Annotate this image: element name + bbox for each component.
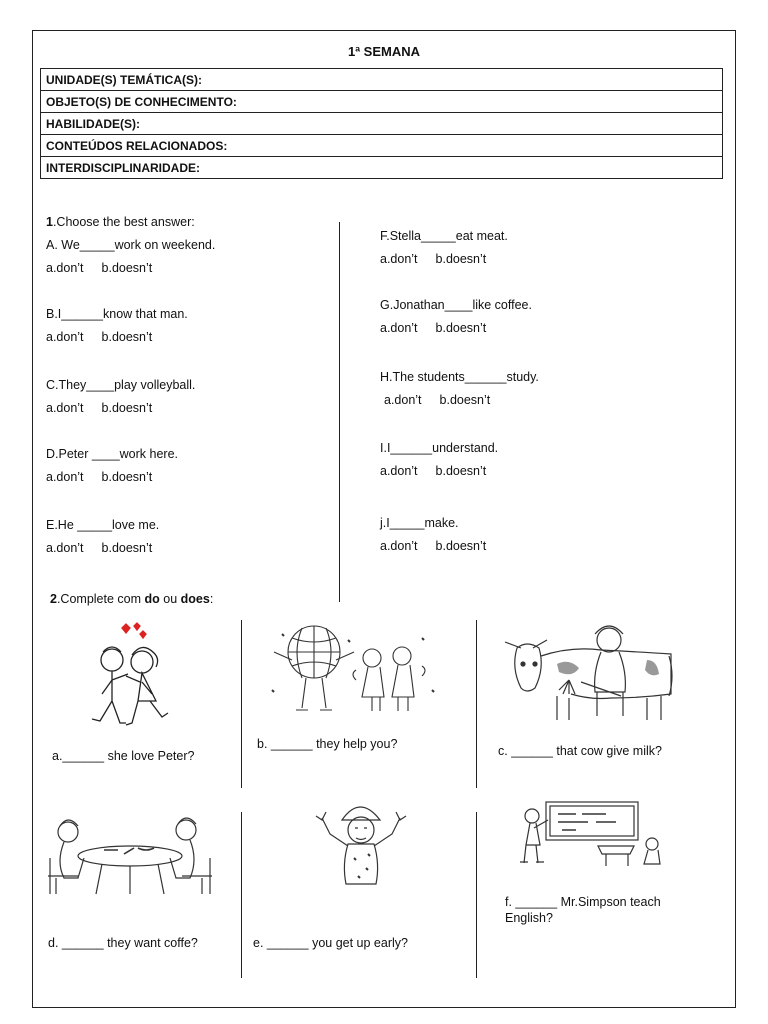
- exercise2-instruction-mid: ou: [159, 592, 181, 606]
- question-d: [46, 446, 178, 485]
- header-row-interdisciplinaridade: INTERDISCIPLINARIDADE:: [41, 157, 723, 179]
- prompt-c: c. ______ that cow give milk?: [498, 744, 662, 758]
- question-e: [46, 517, 159, 556]
- question-text: F.Stella_____eat meat.: [380, 229, 508, 243]
- question-text: j.I_____make.: [380, 516, 459, 530]
- header-row-objetos: OBJETO(S) DE CONHECIMENTO:: [41, 91, 723, 113]
- option-a: a.don’t: [380, 464, 418, 478]
- question-j: [380, 515, 486, 554]
- option-b: b.doesn’t: [101, 330, 153, 344]
- exercise2-instruction: .Complete com: [56, 592, 145, 606]
- word-does: does: [180, 592, 210, 606]
- header-row-conteudos: CONTEÚDOS RELACIONADOS:: [41, 135, 723, 157]
- prompt-a: a.______ she love Peter?: [52, 749, 195, 763]
- question-text: G.Jonathan____like coffee.: [380, 298, 532, 312]
- prompt-b: b. ______ they help you?: [257, 737, 398, 751]
- option-a: a.don’t: [46, 541, 84, 555]
- question-b: [46, 306, 188, 345]
- question-text: H.The students______study.: [380, 370, 539, 384]
- option-b: b.doesn’t: [435, 252, 487, 266]
- exercise1-instruction: .Choose the best answer:: [52, 215, 195, 229]
- kids-table-illustration: [46, 814, 214, 898]
- question-a: [46, 237, 215, 276]
- option-a: a.don’t: [46, 261, 84, 275]
- page-title: 1ª SEMANA: [348, 44, 420, 59]
- globe-kids-illustration: [262, 620, 442, 720]
- option-a: a.don’t: [380, 321, 418, 335]
- option-b: b.doesn’t: [101, 401, 153, 415]
- grid-divider: [241, 812, 242, 978]
- option-a: a.don’t: [46, 470, 84, 484]
- question-text: D.Peter ____work here.: [46, 447, 179, 461]
- option-b: b.doesn’t: [101, 470, 153, 484]
- question-f: [380, 228, 508, 267]
- grid-divider: [476, 812, 477, 978]
- option-a: a.don’t: [380, 539, 418, 553]
- option-b: b.doesn’t: [435, 539, 487, 553]
- cow-farmer-illustration: [497, 620, 677, 726]
- question-g: [380, 297, 532, 336]
- option-b: b.doesn’t: [435, 464, 487, 478]
- exercise2-heading: [50, 591, 213, 607]
- exercise1-number: 1: [46, 215, 53, 229]
- word-do: do: [144, 592, 160, 606]
- question-c: [46, 377, 195, 416]
- header-info-table: [40, 68, 723, 179]
- question-i: [380, 440, 498, 479]
- prompt-f: f. ______ Mr.Simpson teach English?: [505, 895, 661, 925]
- exercise2-number: 2: [50, 592, 57, 606]
- option-b: b.doesn’t: [439, 393, 491, 407]
- question-text: A. We_____work on weekend.: [46, 238, 216, 252]
- header-row-unidades: UNIDADE(S) TEMÁTICA(S):: [41, 69, 723, 91]
- option-a: a.don’t: [46, 401, 84, 415]
- question-text: C.They____play volleyball.: [46, 378, 196, 392]
- prompt-d: d. ______ they want coffe?: [48, 936, 198, 950]
- grid-divider: [476, 620, 477, 788]
- question-h: [380, 369, 539, 408]
- question-text: I.I______understand.: [380, 441, 499, 455]
- header-row-habilidades: HABILIDADE(S):: [41, 113, 723, 135]
- exercise1-heading: [46, 214, 195, 230]
- option-b: b.doesn’t: [101, 541, 153, 555]
- option-b: b.doesn’t: [435, 321, 487, 335]
- child-waking-up-illustration: [306, 798, 416, 890]
- exercise2-instruction-end: :: [209, 592, 214, 606]
- option-a: a.don’t: [380, 252, 418, 266]
- prompt-e: e. ______ you get up early?: [253, 936, 408, 950]
- teacher-blackboard-illustration: [512, 798, 666, 868]
- grid-divider: [241, 620, 242, 788]
- column-divider: [339, 222, 340, 602]
- couple-kissing-illustration: [70, 622, 190, 734]
- option-b: b.doesn’t: [101, 261, 153, 275]
- option-a: a.don’t: [46, 330, 84, 344]
- option-a: a.don’t: [384, 393, 422, 407]
- question-text: E.He _____love me.: [46, 518, 160, 532]
- question-text: B.I______know that man.: [46, 307, 188, 321]
